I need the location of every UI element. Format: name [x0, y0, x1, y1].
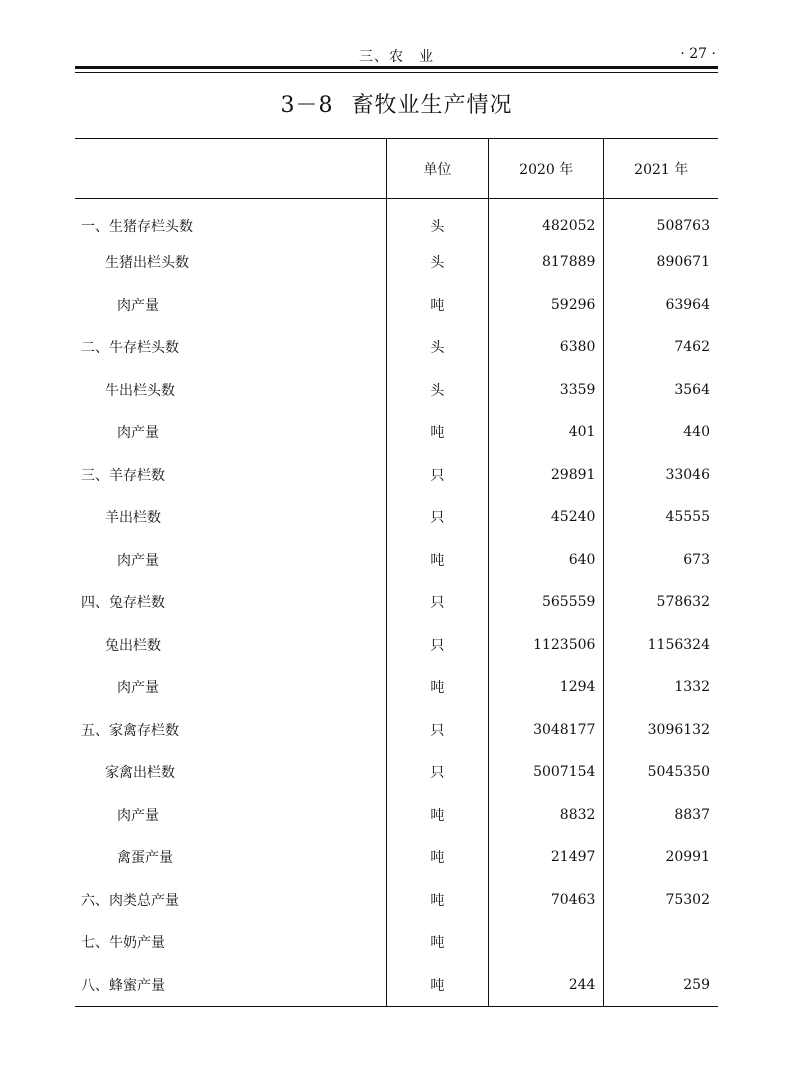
- table-row: [75, 454, 718, 497]
- row-value-2021: 1332: [604, 666, 718, 709]
- row-value-2020: 1123506: [489, 624, 604, 667]
- row-item-name: 六、肉类总产量: [81, 892, 179, 909]
- row-value-2020: 565559: [489, 581, 604, 624]
- row-value-2020: 817889: [489, 241, 604, 284]
- row-value-2021: 20991: [604, 836, 718, 879]
- table-body: [75, 199, 718, 1007]
- row-value-2020: 45240: [489, 496, 604, 539]
- row-value-2020: 21497: [489, 836, 604, 879]
- row-item-name: 三、羊存栏数: [81, 467, 165, 484]
- table-row: [75, 751, 718, 794]
- row-value-2020: 244: [489, 964, 604, 1007]
- row-unit: 吨: [386, 411, 488, 454]
- row-value-2021: 5045350: [604, 751, 718, 794]
- row-value-2021: 33046: [604, 454, 718, 497]
- row-value-2020: 8832: [489, 794, 604, 837]
- row-value-2021: 75302: [604, 879, 718, 922]
- table-row: [75, 794, 718, 837]
- row-item-name: 肉产量: [117, 425, 159, 442]
- row-value-2021: 3096132: [604, 709, 718, 752]
- row-item-name: 肉产量: [117, 807, 159, 824]
- table-row: [75, 964, 718, 1007]
- livestock-table: [75, 138, 718, 1007]
- row-unit: 吨: [386, 539, 488, 582]
- table-header-row: [75, 139, 718, 199]
- row-item-name: 兔出栏数: [105, 637, 161, 654]
- table-row: [75, 581, 718, 624]
- header-rule-thick: [75, 66, 718, 69]
- header-unit: 单位: [386, 139, 488, 199]
- table-row: [75, 496, 718, 539]
- row-item-name: 八、蜂蜜产量: [75, 964, 386, 1007]
- row-unit: 只: [386, 709, 488, 752]
- table-row: [75, 326, 718, 369]
- row-value-2021: 8837: [604, 794, 718, 837]
- row-value-2020: 70463: [489, 879, 604, 922]
- row-value-2020: 3048177: [489, 709, 604, 752]
- header-item: [75, 139, 386, 199]
- row-unit: 吨: [386, 921, 488, 964]
- row-item-name: 肉产量: [117, 680, 159, 697]
- table-row: [75, 879, 718, 922]
- row-unit: 头: [386, 199, 488, 242]
- row-unit: 吨: [386, 794, 488, 837]
- row-unit: 吨: [386, 666, 488, 709]
- row-unit: 只: [386, 624, 488, 667]
- row-value-2020: 3359: [489, 369, 604, 412]
- row-item-name: 二、牛存栏头数: [81, 340, 179, 357]
- row-value-2021: 673: [604, 539, 718, 582]
- row-unit: 头: [386, 369, 488, 412]
- row-unit: 吨: [386, 879, 488, 922]
- table-row: [75, 369, 718, 412]
- page-number: · 27 ·: [680, 46, 716, 62]
- row-value-2021: 1156324: [604, 624, 718, 667]
- row-item-name: 牛出栏头数: [105, 382, 175, 399]
- row-value-2021: 440: [604, 411, 718, 454]
- row-item-name: 家禽出栏数: [105, 765, 175, 782]
- row-value-2020: [489, 921, 604, 964]
- row-item-name: 肉产量: [117, 297, 159, 314]
- row-item-name: 七、牛奶产量: [81, 935, 165, 952]
- table-title-text: 畜牧业生产情况: [351, 93, 513, 118]
- row-unit: 只: [386, 454, 488, 497]
- row-unit: 头: [386, 326, 488, 369]
- row-value-2020: 59296: [489, 284, 604, 327]
- row-item-name: 一、生猪存栏头数: [81, 219, 193, 235]
- table-row: [75, 624, 718, 667]
- header-rule-thin: [75, 72, 718, 73]
- table-row: [75, 836, 718, 879]
- table-row: [75, 241, 718, 284]
- section-title: 三、农 业: [359, 49, 434, 65]
- header-2021: 2021 年: [604, 139, 718, 199]
- table-row: [75, 411, 718, 454]
- table-row: [75, 539, 718, 582]
- row-value-2021: 508763: [604, 199, 718, 242]
- row-item-name: 禽蛋产量: [117, 850, 173, 867]
- row-value-2021: 3564: [604, 369, 718, 412]
- table-row: [75, 666, 718, 709]
- header-2020: 2020 年: [489, 139, 604, 199]
- table-number: 3－8: [280, 93, 334, 118]
- row-value-2020: 1294: [489, 666, 604, 709]
- row-item-name: 五、家禽存栏数: [81, 722, 179, 739]
- table-title: [75, 88, 718, 119]
- row-value-2020: 29891: [489, 454, 604, 497]
- row-value-2020: 640: [489, 539, 604, 582]
- row-value-2020: 5007154: [489, 751, 604, 794]
- row-value-2021: 63964: [604, 284, 718, 327]
- row-value-2021: 7462: [604, 326, 718, 369]
- row-value-2021: 45555: [604, 496, 718, 539]
- row-unit: 吨: [386, 284, 488, 327]
- row-value-2020: 401: [489, 411, 604, 454]
- row-item-name: 生猪出栏头数: [105, 255, 189, 272]
- table-row: [75, 709, 718, 752]
- running-header: [75, 44, 718, 64]
- row-item-name: 肉产量: [117, 552, 159, 569]
- row-value-2021: 578632: [604, 581, 718, 624]
- row-item-name: 羊出栏数: [105, 510, 161, 527]
- row-item-name: 四、兔存栏数: [81, 595, 165, 612]
- row-value-2021: 890671: [604, 241, 718, 284]
- row-unit: 吨: [386, 964, 488, 1007]
- row-value-2021: [604, 921, 718, 964]
- row-value-2020: 482052: [489, 199, 604, 242]
- row-value-2020: 6380: [489, 326, 604, 369]
- row-unit: 吨: [386, 836, 488, 879]
- row-unit: 头: [386, 241, 488, 284]
- table-row: [75, 284, 718, 327]
- row-unit: 只: [386, 496, 488, 539]
- table-row: [75, 921, 718, 964]
- row-value-2021: 259: [604, 964, 718, 1007]
- row-unit: 只: [386, 581, 488, 624]
- table-row: [75, 199, 718, 242]
- row-unit: 只: [386, 751, 488, 794]
